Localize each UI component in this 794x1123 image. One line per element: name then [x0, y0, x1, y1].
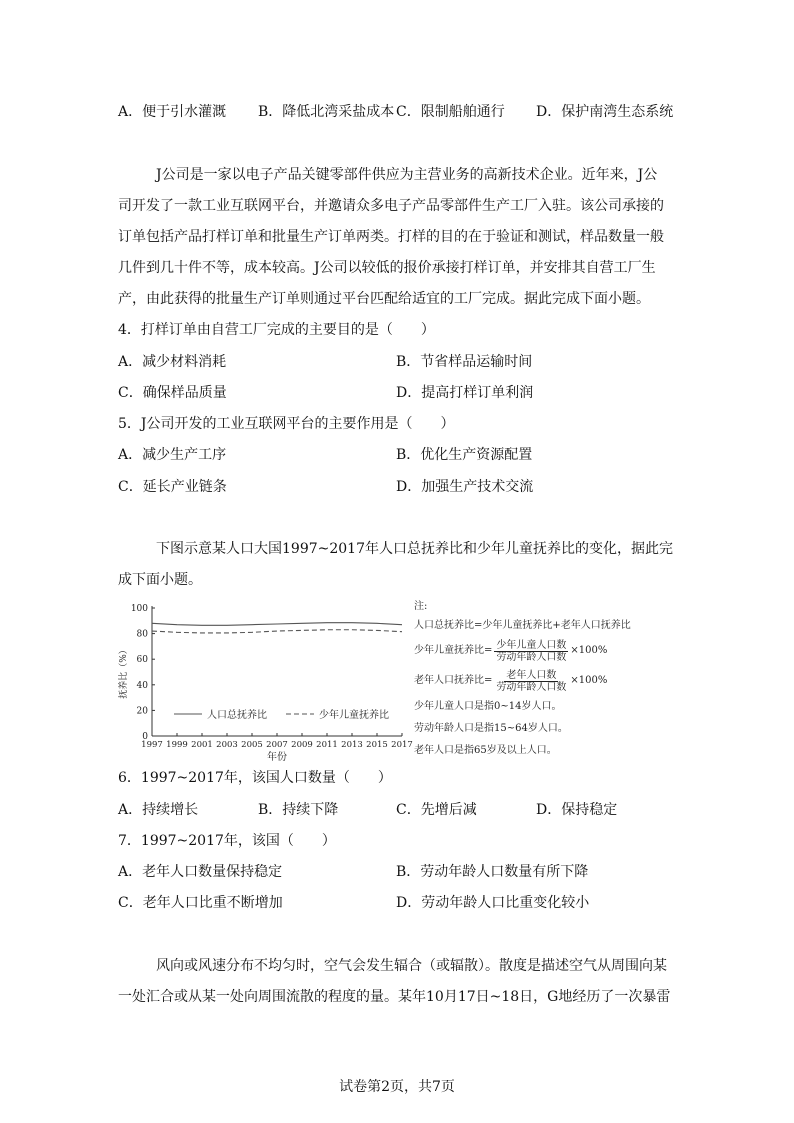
- y-tick-label: 40: [136, 680, 148, 691]
- q7-option-b: B．劳动年龄人口数量有所下降: [396, 864, 589, 880]
- y-tick-label: 60: [136, 655, 148, 666]
- q3-option-a: A．便于引水灌溉: [118, 104, 227, 120]
- q4-stem: 4．打样订单由自营工厂完成的主要目的是（ ）: [118, 322, 435, 338]
- x-tick-label: 2009: [291, 740, 313, 750]
- q4-option-d: D．提高打样订单利润: [396, 385, 534, 401]
- youth-ratio-denominator: 劳动年龄人口数: [496, 651, 567, 663]
- elderly-ratio-denominator: 劳动年龄人口数: [496, 681, 567, 693]
- youth-ratio-numerator: 少年儿童人口数: [496, 639, 567, 651]
- q6-option-a: A．持续增长: [118, 802, 199, 818]
- notes-line-3-right: ×100%: [570, 675, 608, 686]
- q5-option-c: C．延长产业链条: [118, 479, 227, 495]
- passage1-line-4: 几件到几十件不等，成本较高。J公司以较低的报价承接打样订单，并安排其自营工厂生: [118, 260, 656, 276]
- q7-option-d: D．劳动年龄人口比重变化较小: [396, 895, 590, 911]
- x-tick-label: 1999: [166, 740, 188, 750]
- elderly-ratio-fraction: [494, 670, 568, 693]
- y-tick-label: 0: [142, 732, 148, 742]
- notes-line-5: 劳动年龄人口是指15~64岁人口。: [414, 723, 568, 734]
- notes-line-1: 人口总抚养比=少年儿童抚养比+老年人口抚养比: [414, 620, 631, 631]
- q7-option-a: A．老年人口数量保持稳定: [118, 864, 283, 880]
- q3-option-b: B．降低北湾采盐成本: [258, 104, 395, 120]
- youth-ratio-fraction: [494, 640, 568, 663]
- page-footer: 试卷第2页，共7页: [339, 1079, 455, 1095]
- q6-option-b: B．持续下降: [258, 802, 339, 818]
- q6-option-d: D．保持稳定: [536, 802, 618, 818]
- x-tick-label: 2007: [266, 740, 288, 750]
- series-line-1: [152, 623, 402, 626]
- passage3-line-2: 一处汇合或从某一处向周围流散的程度的量。某年10月17日~18日，G地经历了一次暴雷: [118, 989, 671, 1005]
- series-line-2: [152, 630, 402, 633]
- x-tick-label: 2003: [216, 740, 238, 750]
- x-axis-label: 年份: [267, 752, 287, 763]
- x-tick-label: 2015: [366, 740, 388, 750]
- passage1-line-2: 司开发了一款工业互联网平台，并邀请众多电子产品零部件生产工厂入驻。该公司承接的: [118, 198, 664, 214]
- q7-option-c: C．老年人口比重不断增加: [118, 895, 283, 911]
- passage1-line-5: 产，由此获得的批量生产订单则通过平台匹配给适宜的工厂完成。据此完成下面小题。: [118, 291, 650, 307]
- x-tick-label: 2001: [191, 740, 213, 750]
- notes-line-4: 少年儿童人口是指0~14岁人口。: [414, 701, 562, 712]
- x-tick-label: 2011: [316, 740, 338, 750]
- x-tick-label: 1997: [141, 740, 163, 750]
- q3-option-c: C．限制船舶通行: [396, 104, 505, 120]
- q4-option-c: C．确保样品质量: [118, 385, 227, 401]
- chart-notes: [414, 598, 631, 762]
- q4-option-a: A．减少材料消耗: [118, 354, 227, 370]
- notes-title: 注:: [414, 601, 428, 612]
- x-tick-label: 2005: [241, 740, 263, 750]
- q6-stem: 6．1997~2017年，该国人口数量（ ）: [118, 770, 392, 786]
- q5-stem: 5．J公司开发的工业互联网平台的主要作用是（ ）: [118, 416, 455, 432]
- q5-option-b: B．优化生产资源配置: [396, 447, 533, 463]
- elderly-ratio-numerator: 老年人口数: [506, 669, 557, 681]
- passage2-line-1: 下图示意某人口大国1997~2017年人口总抚养比和少年儿童抚养比的变化，据此完: [156, 541, 673, 557]
- legend-label-1: 人口总抚养比: [207, 710, 267, 721]
- passage3-line-1: 风向或风速分布不均匀时，空气会发生辐合（或辐散）。散度是描述空气从周围向某: [156, 958, 667, 974]
- notes-line-2-right: ×100%: [570, 645, 608, 656]
- q3-option-d: D．保护南湾生态系统: [536, 104, 674, 120]
- passage1-line-3: 订单包括产品打样订单和批量生产订单两类。打样的目的在于验证和测试，样品数量一般: [118, 229, 664, 245]
- x-tick-label: 2013: [341, 740, 363, 750]
- q4-option-b: B．节省样品运输时间: [396, 354, 533, 370]
- notes-line-3-left: 老年人口抚养比=: [414, 675, 493, 686]
- x-tick-label: 2017: [391, 740, 413, 750]
- legend-label-2: 少年儿童抚养比: [319, 710, 389, 721]
- y-tick-label: 20: [136, 706, 148, 717]
- notes-line-2-left: 少年儿童抚养比=: [414, 645, 493, 656]
- q5-option-a: A．减少生产工序: [118, 447, 227, 463]
- q7-stem: 7．1997~2017年，该国（ ）: [118, 833, 336, 849]
- q5-option-d: D．加强生产技术交流: [396, 479, 534, 495]
- notes-line-6: 老年人口是指65岁及以上人口。: [414, 745, 557, 756]
- dependency-ratio-chart: [110, 598, 413, 768]
- y-axis-label: 抚养比（%）: [119, 645, 129, 699]
- q6-option-c: C．先增后减: [396, 802, 477, 818]
- y-tick-label: 100: [130, 604, 148, 614]
- passage1-line-1: J公司是一家以电子产品关键零部件供应为主营业务的高新技术企业。近年来，J公: [156, 167, 658, 183]
- passage2-line-2: 成下面小题。: [118, 572, 202, 588]
- y-tick-label: 80: [136, 629, 148, 640]
